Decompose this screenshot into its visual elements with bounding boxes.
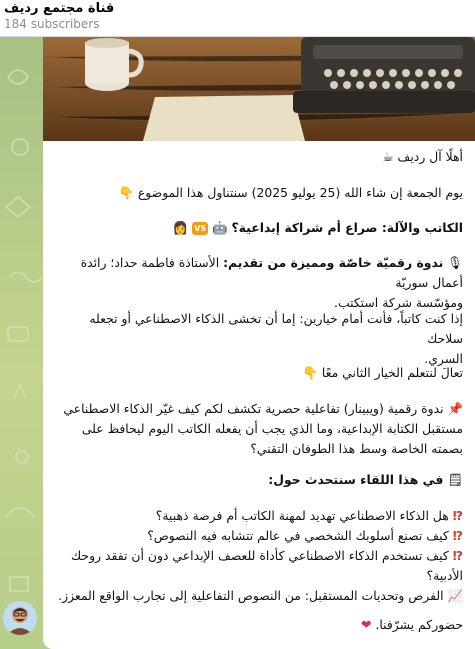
choice-paragraph <box>53 309 463 369</box>
person-icon: 👩 <box>172 220 189 235</box>
topics-list <box>53 506 463 606</box>
microphone-icon: 🎙 <box>447 255 463 270</box>
seminar-bold: ندوة رقميّة خاصّة ومميزة من تقديم: <box>223 255 444 270</box>
closing-line <box>53 615 463 635</box>
pushpin-icon: 📌 <box>447 401 463 416</box>
channel-post[interactable] <box>43 37 475 649</box>
learn-text: تعالَ لنتعلم الخيار الثاني معًا <box>321 365 463 380</box>
exclamation-question-icon: ⁉ <box>452 528 463 543</box>
coffee-icon: ☕ <box>382 149 394 164</box>
seminar-line2: ومؤسّسة شركة استكتب. <box>334 295 463 310</box>
chart-increasing-icon: 📈 <box>447 588 463 603</box>
avatar[interactable] <box>3 601 37 635</box>
greeting-line <box>53 147 463 167</box>
question-3-cont: الأدبية؟ <box>426 568 463 583</box>
webinar-line3: بصمته الخاصة وسط هذا الطوفان التقني؟ <box>250 441 463 456</box>
webinar-line1: ندوة رقمية (ويبينار) تفاعلية حصرية تكشف لكم كيف غيّر الذكاء الاصطناعي <box>63 401 444 416</box>
date-text: يوم الجمعة إن شاء الله (25 يوليو 2025) سنتناول هذا الموضوع <box>137 185 463 200</box>
topics-heading <box>53 470 463 490</box>
choice-line2: السري. <box>424 351 463 366</box>
heart-icon: ❤ <box>361 617 372 632</box>
question-3: كيف تستخدم الذكاء الاصطناعي كأداة للعصف الإبداعي دون أن تفقد روحك <box>70 548 449 563</box>
pointing-down-icon: 👇 <box>118 185 134 200</box>
list-item <box>53 506 463 526</box>
list-item <box>53 586 463 606</box>
heading-text: الكاتب والآلة: صراع أم شراكة إبداعية؟ <box>231 220 463 235</box>
exclamation-question-icon: ⁉ <box>452 548 463 563</box>
exclamation-question-icon: ⁉ <box>452 508 463 523</box>
topics-heading-text: في هذا اللقاء سنتحدث حول: <box>268 472 444 487</box>
channel-title[interactable]: قناة مجتمع رديف <box>4 1 115 16</box>
seminar-rest: الأستاذة فاطمة حداد؛ رائدة أعمال سوريّة <box>80 255 463 290</box>
pointing-down-icon: 👇 <box>302 365 318 380</box>
choice-line1: إذا كنت كاتباً، فأنت أمام خيارين: إما أن تخشى الذكاء الاصطناعي أو تجعله سلاحك <box>89 311 463 346</box>
list-item <box>53 546 463 566</box>
post-image[interactable] <box>43 37 475 141</box>
vs-icon: VS <box>194 224 207 233</box>
closing-text: حضوركم يشرّفنا. <box>375 617 463 632</box>
notepad-icon: 🗒 <box>447 472 463 487</box>
date-line <box>53 183 463 203</box>
subscriber-count: 184 subscribers <box>4 17 100 31</box>
question-1: هل الذكاء الاصطناعي تهديد لمهنة الكاتب أم فرصة ذهبية؟ <box>155 508 449 523</box>
chat-header[interactable] <box>0 0 475 37</box>
question-4: الفرص وتحديات المستقبل: من النصوص التفاعلية إلى تجارب الواقع المعزز. <box>58 588 444 603</box>
wallpaper-doodles <box>0 37 43 649</box>
post-heading <box>53 218 463 238</box>
robot-icon: 🤖 <box>212 220 228 235</box>
question-2: كيف تصنع أسلوبك الشخصي في عالم تتشابه فيه النصوص؟ <box>147 528 449 543</box>
seminar-paragraph <box>53 253 463 313</box>
webinar-paragraph <box>53 399 463 459</box>
list-item <box>53 526 463 546</box>
learn-line <box>53 363 463 383</box>
greeting-text: أهلًا آل رديف <box>397 149 463 164</box>
webinar-line2: مستقبل الكتابة الإبداعية، وما الذي يجب أن يفعله الكاتب اليوم ليحافظ على <box>81 421 463 436</box>
